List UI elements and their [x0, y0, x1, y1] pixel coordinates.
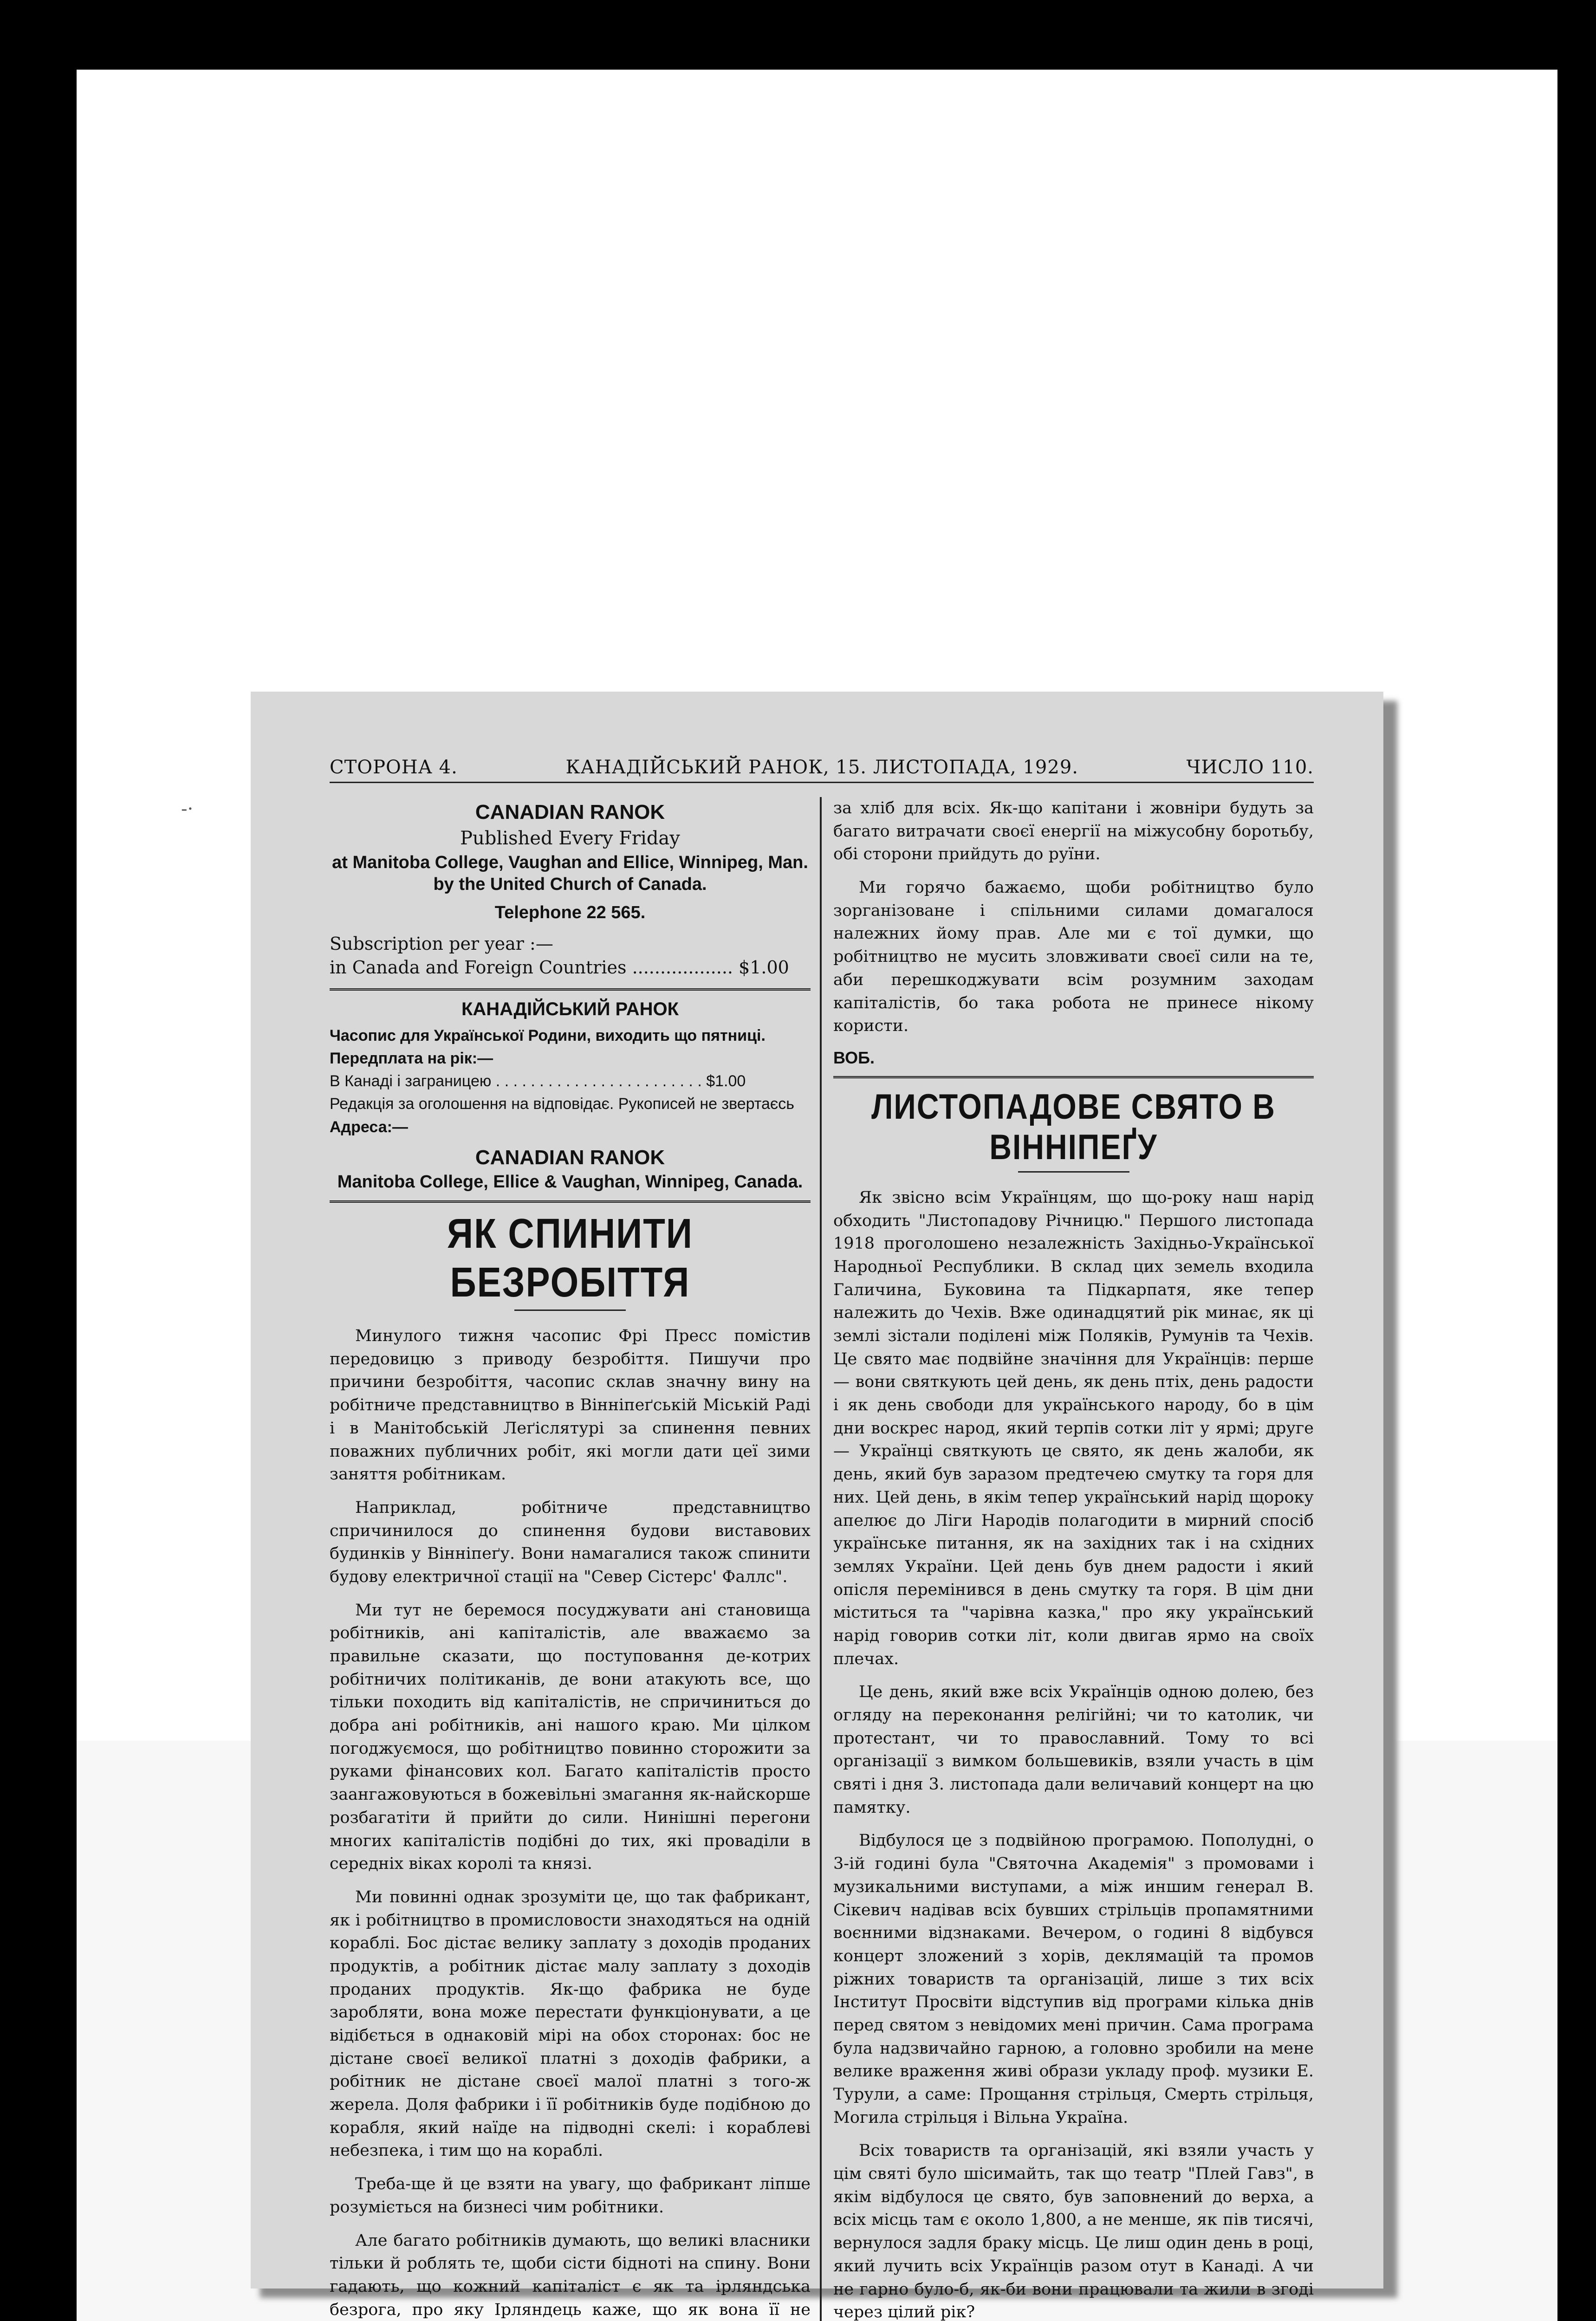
newspaper-page — [251, 692, 1383, 2321]
divider — [833, 1076, 1314, 1078]
article-paragraph: Всіх товариств та організацій, які взяли участь у цім святі було шісимайть, так що театр "Плей Гавз", в якім відбулося це свято, був заповнений до верха, а всіх місць там є около 1,800, а не менше, як пів тисячі, вернулося задля браку місць. Це лиш один день в році, який лучить всіх Українців разом отут в Канаді. А чи не гарно було-б, як-би вони працювали та жили в згоді через цілий рік? — [833, 2141, 1314, 2321]
uk-masthead-ad-address: Manitoba College, Ellice & Vaughan, Winnipeg, Canada. — [337, 1172, 803, 1192]
masthead-frequency: Published Every Friday — [460, 828, 680, 849]
masthead-telephone: Telephone 22 565. — [494, 903, 646, 922]
newspaper-title-date: КАНАДІЙСЬКИЙ РАНОК, 15. ЛИСТОПАДА, 1929. — [565, 757, 1078, 778]
uk-masthead-ad-name: CANADIAN RANOK — [475, 1146, 665, 1169]
uk-masthead-line-5: Адреса:— — [330, 1118, 408, 1136]
headline-separator — [1018, 1171, 1129, 1173]
article-paragraph: Треба-ще й це взяти на увагу, що фабрикант ліпше розуміється на бизнесі чим робітники. — [330, 2175, 811, 2217]
edge-marks: -· — [181, 798, 194, 820]
article-paragraph: Як звісно всім Українцям, що що-року наш нарід обходить "Листопадову Річницю." Першого листопада 1918 проголошено незалежність Західньо-Української Народньої Республики. В склад цих земель входила Галичина, Буковина та Підкарпатя, яке тепер належить до Чехів. Вже одинадцятий рік минає, як ці землі зістали поділені між Поляків, Румунів та Чехів. Це свято має подвійне значіння для Українців: перше — вони святкують цей день, як день птіх, день радости і як день свободи для українського народу, бо в цім дни воскрес народ, який терпів сотки літ у ярмі; друге — Українці святкують це свято, як день жалоби, як день, який був заразом предтечею смутку та горя для них. Цей день, в якім тепер український нарід щороку апелює до Ліги Народів полагодити в мирний спосіб українське питання, як на західних так і на східних землях України. Цей день був днем радости і який опісля перемінився в день смутку та горя. В цім дни міститься та "чарівна казка," про яку український нарід говорив сотки літ, коли двигав ярмо на своїх плечах. — [833, 1188, 1314, 1668]
page-number: СТОРОНА 4. — [330, 757, 458, 778]
article-paragraph: Наприклад, робітниче представництво спричинилося до спинення будови виставових будинків у Вінніпеґу. Вони намагалися також спинити будову електричної стації на "Север Сістерс' Фаллс". — [330, 1498, 811, 1586]
article-paragraph: Ми тут не беремося посуджувати ані становища робітників, ані капіталістів, але вважаємо за правильне сказати, що поступовання де-котрих робітничих політиканів, де вони атакують все, що тільки походить від капіталістів, не спричиниться до добра ані робітників, ані нашого краю. Ми цілком погоджуємося, що робітництво повинно сторожити за руками фінансових кол. Багато капіталістів просто заангажовуються в божевільні змагання як-найскорше розбагатіти й прийти до сили. Нинішні перегони многих капіталістів подібні до тих, які проваділи в середніх віках королі та князі. — [330, 1601, 811, 1874]
divider — [330, 988, 811, 991]
subscription-label: Subscription per year :— — [330, 934, 553, 954]
article-paragraph: Відбулося це з подвійною програмою. Пополудні, о 3-ій годині була "Святочна Академія" з промовами і музикальними виступами, а між иншим генерал В. Сікевич надівав всіх бувших стрільців пропамятними воєнними відзнаками. Вечером, о годині 8 відбувся концерт зложений з хорів, деклямацій та промов ріжних товариств та організацій, лише з тих всіх Інститут Просвіти відступив від програми кілька днів перед святом з невідомих мені причин. Сама програма була надзвичайно гарною, а головно зробили на мене велике враження живі образи укладу проф. музики Е. Турули, а саме: Прощання стрільця, Смерть стрільця, Могила стрільця і Вільна Україна. — [833, 1831, 1314, 2127]
masthead-address-2: by the United Church of Canada. — [433, 875, 707, 894]
author-signature: ВОБ. — [833, 1048, 875, 1067]
right-column — [822, 797, 1314, 2321]
subscription-line: in Canada and Foreign Countries .................. $1.00 — [330, 957, 789, 978]
article-continuation: за хліб для всіх. Як-що капітани і жовніри будуть за багато витрачати своєї енергії на міжусобну боротьбу, обі сторони прийдуть до руїни. — [833, 799, 1314, 864]
ukrainian-masthead — [330, 999, 811, 1192]
article-continuation: Ми горячо бажаємо, щоби робітництво було зорганізоване і спільними силами домагалося належних йому прав. Але ми є тої думки, що робітництво не мусить зловживати своєї сили на те, аби перешкоджувати всім розумним заходам капіталістів, бо така робота не принесе нікому користи. — [833, 878, 1314, 1036]
masthead-address-1: at Manitoba College, Vaughan and Ellice, Winnipeg, Man. — [332, 853, 808, 872]
left-column — [330, 797, 822, 2321]
article-paragraph: Минулого тижня часопис Фрі Пресс помістив передовицю з приводу безробіття. Пишучи про причини безробіття, часопис склав значну вину на робітниче представництво в Вінніпеґській Міській Раді і в Манітобській Леґіслятурі за спинення певних поважних публичних робіт, які могли дати цеї зими заняття робітникам. — [330, 1327, 811, 1484]
subscription-info — [330, 932, 811, 980]
uk-masthead-name: КАНАДІЙСЬКИЙ РАНОК — [461, 998, 679, 1019]
article-paragraph: Це день, який вже всіх Українців одною долею, без огляду на переконання релігійні; чи то католик, чи протестант, чи то православний. Тому то всі організації з вимком большевиків, взяли участь в цім святі і дня 3. листопада дали величавий концерт на цю памятку. — [833, 1683, 1314, 1817]
article-headline: ЛИСТОПАДОВЕ СВЯТО В ВІННІПЕҐУ — [871, 1086, 1276, 1167]
issue-number: ЧИСЛО 110. — [1186, 757, 1314, 778]
english-masthead — [330, 801, 811, 923]
divider — [330, 1200, 811, 1203]
uk-masthead-line-3: В Канаді і заграницею . . . . . . . . . . . . . . . . . . . . . . . . $1.00 — [330, 1072, 746, 1090]
article-paragraph: Але багато робітників думають, що великі власники тільки й роблять те, щоби сісти бідноті на спину. Вони гадають, що кожний капіталіст є як та ірляндська безрога, про яку Ірляндець каже, що як вона її не — [330, 2231, 811, 2319]
uk-masthead-line-1: Часопис для Української Родини, виходить що пятниці. — [330, 1026, 766, 1044]
uk-masthead-line-2: Передплата на рік:— — [330, 1049, 493, 1067]
masthead-name: CANADIAN RANOK — [475, 801, 665, 823]
page-header — [330, 757, 1314, 783]
headline-separator — [514, 1310, 626, 1311]
article-paragraph: Ми повинні однак зрозуміти це, що так фабрикант, як і робітництво в промисловости знаходяться на одній кораблі. Бос дістає велику заплату з доходів проданих продуктів, а робітник дістає малу заплату з доходів проданих продуктів. Як-що фабрика не буде заробляти, вона може перестати функціонувати, а це відібється в однаковій мірі на обох сторонах: бос не дістане своєї великої платні з доходів фабрики, а робітник не дістане своєї малої платні з того-ж жерела. Доля фабрики і її робітників буде подібною до корабля, який наїде на підводні скелі: і кораблеві небезпека, і тим що на кораблі. — [330, 1887, 811, 2160]
uk-masthead-line-4: Редакція за оголошення на відповідає. Рукописей не звертаєсь — [330, 1095, 794, 1113]
article-headline: ЯК СПИНИТИ БЕЗРОБІТТЯ — [447, 1210, 693, 1306]
